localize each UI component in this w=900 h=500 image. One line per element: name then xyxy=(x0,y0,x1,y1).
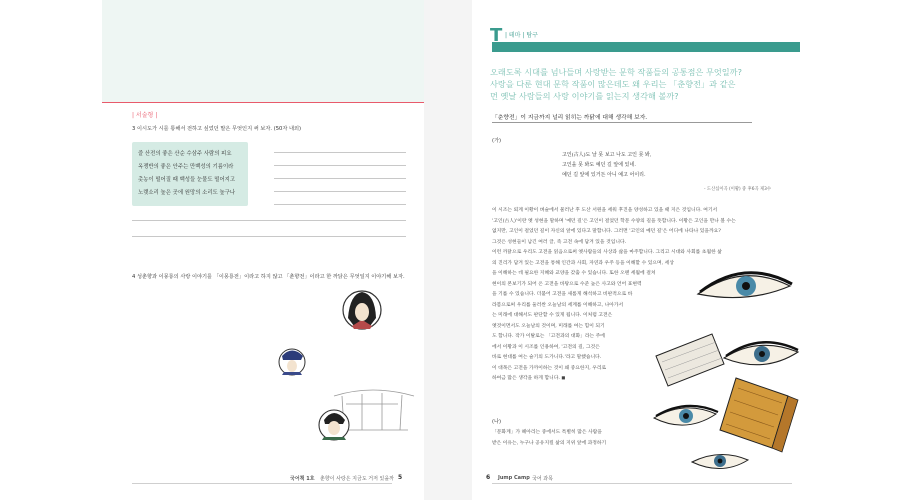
footer-rule xyxy=(132,483,392,484)
poem-line: 옥쟁반의 좋은 안주는 만백성의 기름이라 xyxy=(138,164,234,170)
section-tag-essay: | 서술형 | xyxy=(132,112,158,119)
theme-letter: T xyxy=(490,25,503,46)
poem-line: 즐 산전의 좋은 산순 수삼주 사람의 피요 xyxy=(138,151,232,157)
paragraph-line: 「문화계」가 헤아리는 중에서도 특별히 많은 사람을 xyxy=(492,430,602,435)
eye-illustration xyxy=(698,273,792,298)
footer-series-label: Jump Camp xyxy=(498,475,530,481)
eye-illustration xyxy=(692,454,748,468)
book-illustration xyxy=(720,378,798,452)
paragraph-line: 을 기를 수 있습니다. 더불어 고전을 새롭게 해석하고 비판적으로 바 xyxy=(492,292,633,297)
paragraph-line: 바로 현대를 여는 슬기의 도가니다.'라고 말했습니다. xyxy=(492,355,602,360)
eye-illustration xyxy=(654,406,718,425)
paragraph-line: 현이의 본보기가 되어 온 고전을 바탕으로 수준 높은 사고와 언어 표현력 xyxy=(492,281,642,287)
paragraph-line: 옛것이면서도 오늘날의 것이며, 미래를 여는 힘이 되기 xyxy=(492,323,605,329)
chunhyang-portrait-illustration xyxy=(343,291,381,329)
verse-source: - 도산십이곡 (이황) 중 후6곡 제3수 xyxy=(704,187,772,192)
poem-line: 노랫소리 높은 곳에 원망의 소리도 높구나 xyxy=(138,190,236,196)
paragraph-line: 에서 이황과 이 시조를 인용하여, '고전의 길, 그것은 xyxy=(492,344,600,350)
page-number: 5 xyxy=(398,474,403,481)
footer-book-label: 국어책 1호 xyxy=(290,476,315,482)
eye-illustration xyxy=(724,342,798,364)
right-page xyxy=(472,0,802,500)
paragraph-line: 하여금 많은 생각을 하게 합니다. ◼ xyxy=(492,376,566,381)
paragraph-line: 는 미래에 대해서도 판단할 수 있게 됩니다. 이처럼 고전은 xyxy=(492,313,613,318)
paragraph-line: 의 진리가 담겨 있는 고전을 통해 인간과 사회, 자연과 우주 등을 이해할 수 있으며, 세상 xyxy=(492,260,674,266)
character-illustrations xyxy=(102,0,424,500)
verse-line: 고인(古人)도 날 못 보고 나도 고인 못 봐, xyxy=(562,152,652,158)
paragraph-line: 이런 까닭으로 우리도 고전을 읽음으로써 옛사람들의 사상과 삶을 마주합니다. 그리고 시대와 사회를 초월한 삶 xyxy=(492,250,722,255)
left-page xyxy=(102,0,424,500)
theme-question-line: 먼 옛날 사람들의 사랑 이야기를 읽는지 생각해 볼까? xyxy=(490,91,679,101)
paragraph-line: 없지만, 고인이 걸었던 길이 자신의 앞에 있다고 말합니다. 그러면 '고인의 예던 길'은 어디에 나타나 있을까요? xyxy=(492,229,721,234)
paragraph-line: 도 합니다. 작가 이탈로는 「고전과의 대화」라는 주에 xyxy=(492,334,605,339)
paragraph-line: 받은 이유는, 누구나 공유지킬 삶의 지위 앞에 과정하기 xyxy=(492,440,607,446)
question-3: 3 이시도가 시를 통해서 전하고 싶었던 말은 무엇인지 써 보자. (50자 내외) xyxy=(132,126,302,132)
verse-line: 고인을 못 봐도 예던 길 앞에 있네. xyxy=(562,162,636,168)
paragraph-line: '고인(古人)'이란 옛 성현을 말하며 '예던 길'은 고인이 걸었던 학문 수양의 길을 뜻합니다. 이황은 고인을 만나 볼 수는 xyxy=(492,218,736,224)
book-illustration xyxy=(656,334,724,386)
intro-prompt: 「춘향전」이 지금까지 널리 읽히는 까닭에 대해 생각해 보자. xyxy=(492,115,648,121)
paragraph-line: 라봄으로써 우리를 둘러싼 오늘날의 세계를 이해하고, 나아가서 xyxy=(492,302,624,308)
paragraph-line: 이 시조는 퇴계 이황이 벼슬에서 물러난 후 도산 서원을 세워 후진을 양성하고 있을 때 지은 것입니다. 여기서 xyxy=(492,208,718,213)
footer-chapter-title: 춘향이 사랑은 지금도 거저 있을까 xyxy=(320,476,394,482)
theme-question-line: 사랑을 다룬 현대 문학 작품이 많은데도 왜 우리는 「춘향전」과 같은 xyxy=(490,79,736,89)
passage-marker-ga: (가) xyxy=(492,138,502,144)
footer-subject-label: 국어 과목 xyxy=(532,476,553,482)
theme-label: | 테마 | 탐구 xyxy=(505,32,538,39)
question-4: 4 성춘향과 이몽룡의 사랑 이야기를 「이몽룡전」이라고 하지 않고 「춘향전」이라고 한 까닭은 무엇일지 이야기해 보자. xyxy=(132,274,405,280)
eyes-and-books-illustration xyxy=(472,0,802,500)
passage-marker-na: (나) xyxy=(492,419,502,425)
footer-rule xyxy=(492,483,792,484)
theme-question-line: 오래도록 시대를 넘나들며 사랑받는 문학 작품들의 공통점은 무엇일까? xyxy=(490,67,742,77)
paragraph-line: 그것은 성현들이 남긴 여러 글, 즉 고전 속에 담겨 있을 것입니다. xyxy=(492,239,627,245)
paragraph-line: 이 대목은 고전을 가까이하는 것이 왜 중요한지, 우리로 xyxy=(492,365,607,371)
mongryong-portrait-illustration xyxy=(279,349,305,375)
poem-line: 촛농이 떨어질 때 백성들 눈물도 떨어지고 xyxy=(138,177,236,183)
character-portrait-illustration xyxy=(319,410,349,440)
paragraph-line: 을 이해하는 데 필요한 지혜와 교양을 갖출 수 있습니다. 또한 오랜 세월에 걸쳐 xyxy=(492,271,656,276)
page-gutter xyxy=(424,0,472,500)
verse-line: 예던 길 앞에 있거든 아니 예고 어이리. xyxy=(562,172,646,178)
page-number: 6 xyxy=(486,474,491,481)
